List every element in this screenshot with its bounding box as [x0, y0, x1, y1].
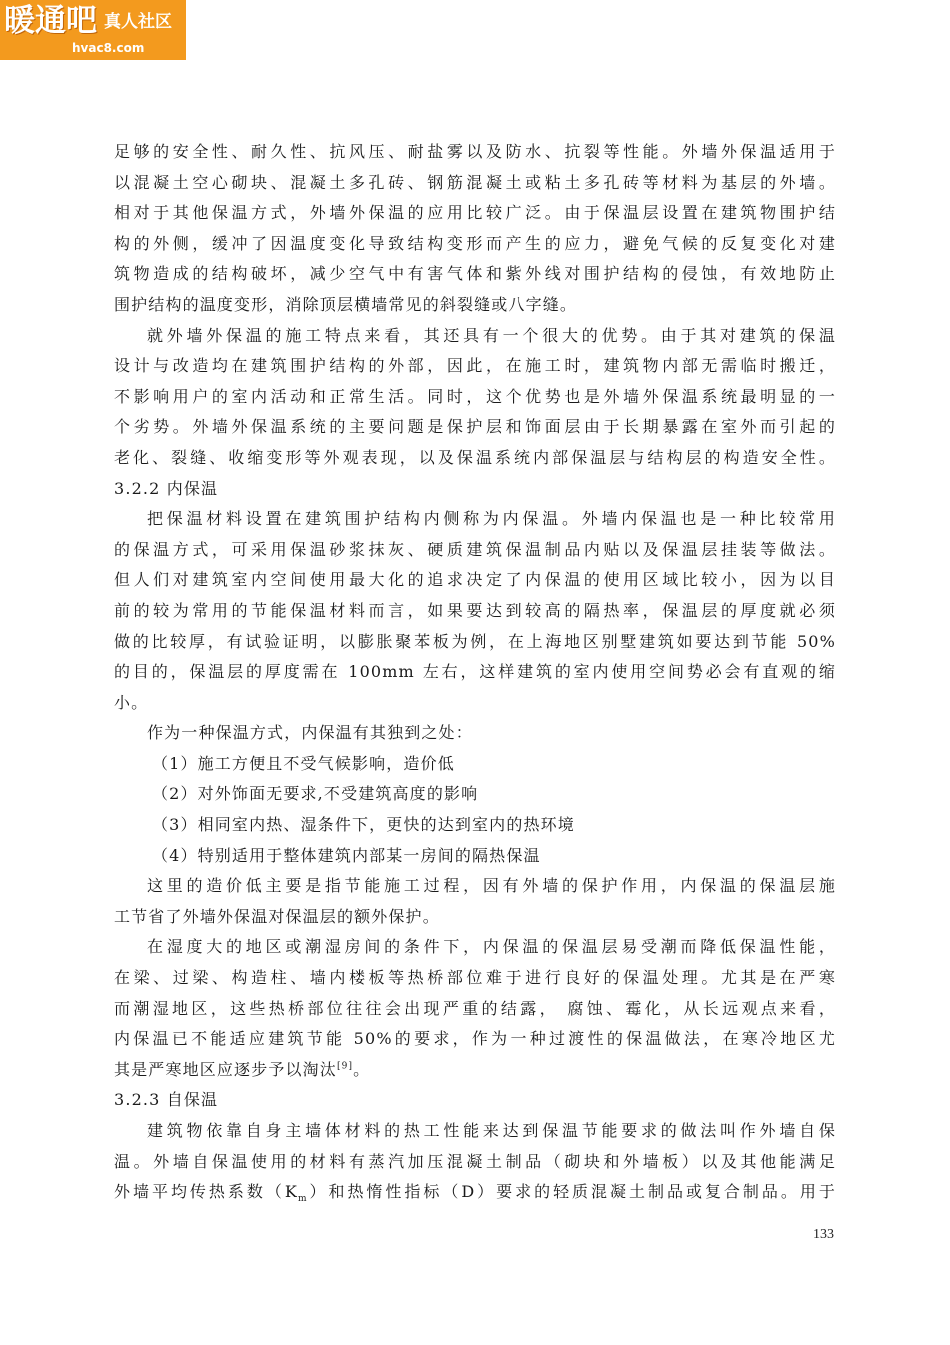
text-line: 筑物造成的结构破坏，减少空气中有害气体和紫外线对围护结构的侵蚀，有效地防止 — [114, 264, 836, 284]
text-line — [114, 1177, 836, 1208]
list-item: （1）施工方便且不受气候影响，造价低 — [152, 753, 455, 773]
text-line: 工节省了外墙外保温对保温层的额外保护。 — [114, 906, 440, 926]
text-line: 老化、裂缝、收缩变形等外观表现，以及保温系统内部保温层与结构层的构造安全性。 — [114, 447, 836, 467]
list-item: （3）相同室内热、湿条件下，更快的达到室内的热环境 — [152, 815, 575, 835]
logo-url-text: hvac8.com — [72, 41, 145, 55]
logo-side-text: 真人社区 — [104, 12, 172, 32]
text-line: 作为一种保温方式，内保温有其独到之处： — [147, 723, 473, 743]
subscript: m — [297, 1194, 308, 1205]
document-body — [114, 137, 836, 1208]
text-line: 建筑物依靠自身主墙体材料的热工性能来达到保温节能要求的做法叫作外墙自保 — [147, 1121, 836, 1140]
text-line: 不影响用户的室内活动和正常生活。同时，这个优势也是外墙外保温系统最明显的一 — [114, 386, 836, 406]
text-line: 足够的安全性、耐久性、抗风压、耐盐雾以及防水、抗裂等性能。外墙外保温适用于 — [114, 142, 836, 161]
section-heading-3-2-2: 3.2.2 内保温 — [114, 478, 219, 498]
text-line: 前的较为常用的节能保温材料而言，如果要达到较高的隔热率，保温层的厚度就必须 — [114, 600, 836, 620]
site-logo[interactable] — [0, 0, 186, 60]
text-line — [114, 1055, 836, 1086]
text-line: 在湿度大的地区或潮湿房间的条件下，内保温的保温层易受潮而降低保温性能， — [147, 937, 836, 957]
text-line: 围护结构的温度变形，消除顶层横墙常见的斜裂缝或八字缝。 — [114, 294, 578, 314]
logo-main-text: 暖通吧 — [4, 3, 97, 39]
text-line: 小。 — [114, 692, 149, 712]
text-line: 在梁、过梁、构造柱、墙内楼板等热桥部位难于进行良好的保温处理。尤其是在严寒 — [114, 968, 836, 988]
list-item: （2）对外饰面无要求,不受建筑高度的影响 — [152, 784, 479, 804]
text-line: 把保温材料设置在建筑围护结构内侧称为内保温。外墙内保温也是一种比较常用 — [147, 509, 836, 529]
text-line: 的目的，保温层的厚度需在 100mm 左右，这样建筑的室内使用空间势必会有直观的缩 — [114, 662, 836, 682]
text-line: 内保温已不能适应建筑节能 50%的要求，作为一种过渡性的保温做法，在寒冷地区尤 — [114, 1029, 836, 1049]
text-line: 设计与改造均在建筑围护结构的外部，因此，在施工时，建筑物内部无需临时搬迁， — [114, 356, 836, 376]
text-line: 做的比较厚，有试验证明，以膨胀聚苯板为例，在上海地区别墅建筑如要达到节能 50% — [114, 631, 836, 651]
text-line: 相对于其他保温方式，外墙外保温的应用比较广泛。由于保温层设置在建筑物围护结 — [114, 203, 836, 223]
text-line: 但人们对建筑室内空间使用最大化的追求决定了内保温的使用区域比较小，因为以目 — [114, 570, 836, 590]
text-line: 这里的造价低主要是指节能施工过程，因有外墙的保护作用，内保温的保温层施 — [147, 876, 836, 896]
text-line: 温。外墙自保温使用的材料有蒸汽加压混凝土制品（砌块和外墙板）以及其他能满足 — [114, 1151, 836, 1171]
section-heading-3-2-3: 3.2.3 自保温 — [114, 1090, 219, 1110]
text-line: 个劣势。外墙外保温系统的主要问题是保护层和饰面层由于长期暴露在室外而引起的 — [114, 417, 836, 437]
text-line: 而潮湿地区，这些热桥部位往往会出现严重的结露， 腐蚀、霉化，从长远观点来看， — [114, 998, 836, 1018]
text-line: 就外墙外保温的施工特点来看，其还具有一个很大的优势。由于其对建筑的保温 — [147, 325, 836, 345]
text-fragment: 。 — [353, 1059, 371, 1079]
citation-marker: [9] — [336, 1061, 354, 1072]
page-number: 133 — [813, 1227, 834, 1242]
text-fragment: 外墙平均传热系数（K — [114, 1182, 298, 1202]
text-line: 以混凝土空心砌块、混凝土多孔砖、钢筋混凝土或粘土多孔砖等材料为基层的外墙。 — [114, 172, 836, 192]
text-fragment: ）和热惰性指标（D）要求的轻质混凝土制品或复合制品。用于 — [307, 1182, 836, 1202]
text-fragment: 其是严寒地区应逐步予以淘汰 — [114, 1059, 337, 1079]
list-item: （4）特别适用于整体建筑内部某一房间的隔热保温 — [152, 845, 541, 865]
text-line: 构的外侧，缓冲了因温度变化导致结构变形而产生的应力，避免气候的反复变化对建 — [114, 233, 836, 253]
text-line: 的保温方式，可采用保温砂浆抹灰、硬质建筑保温制品内贴以及保温层挂装等做法。 — [114, 539, 836, 559]
